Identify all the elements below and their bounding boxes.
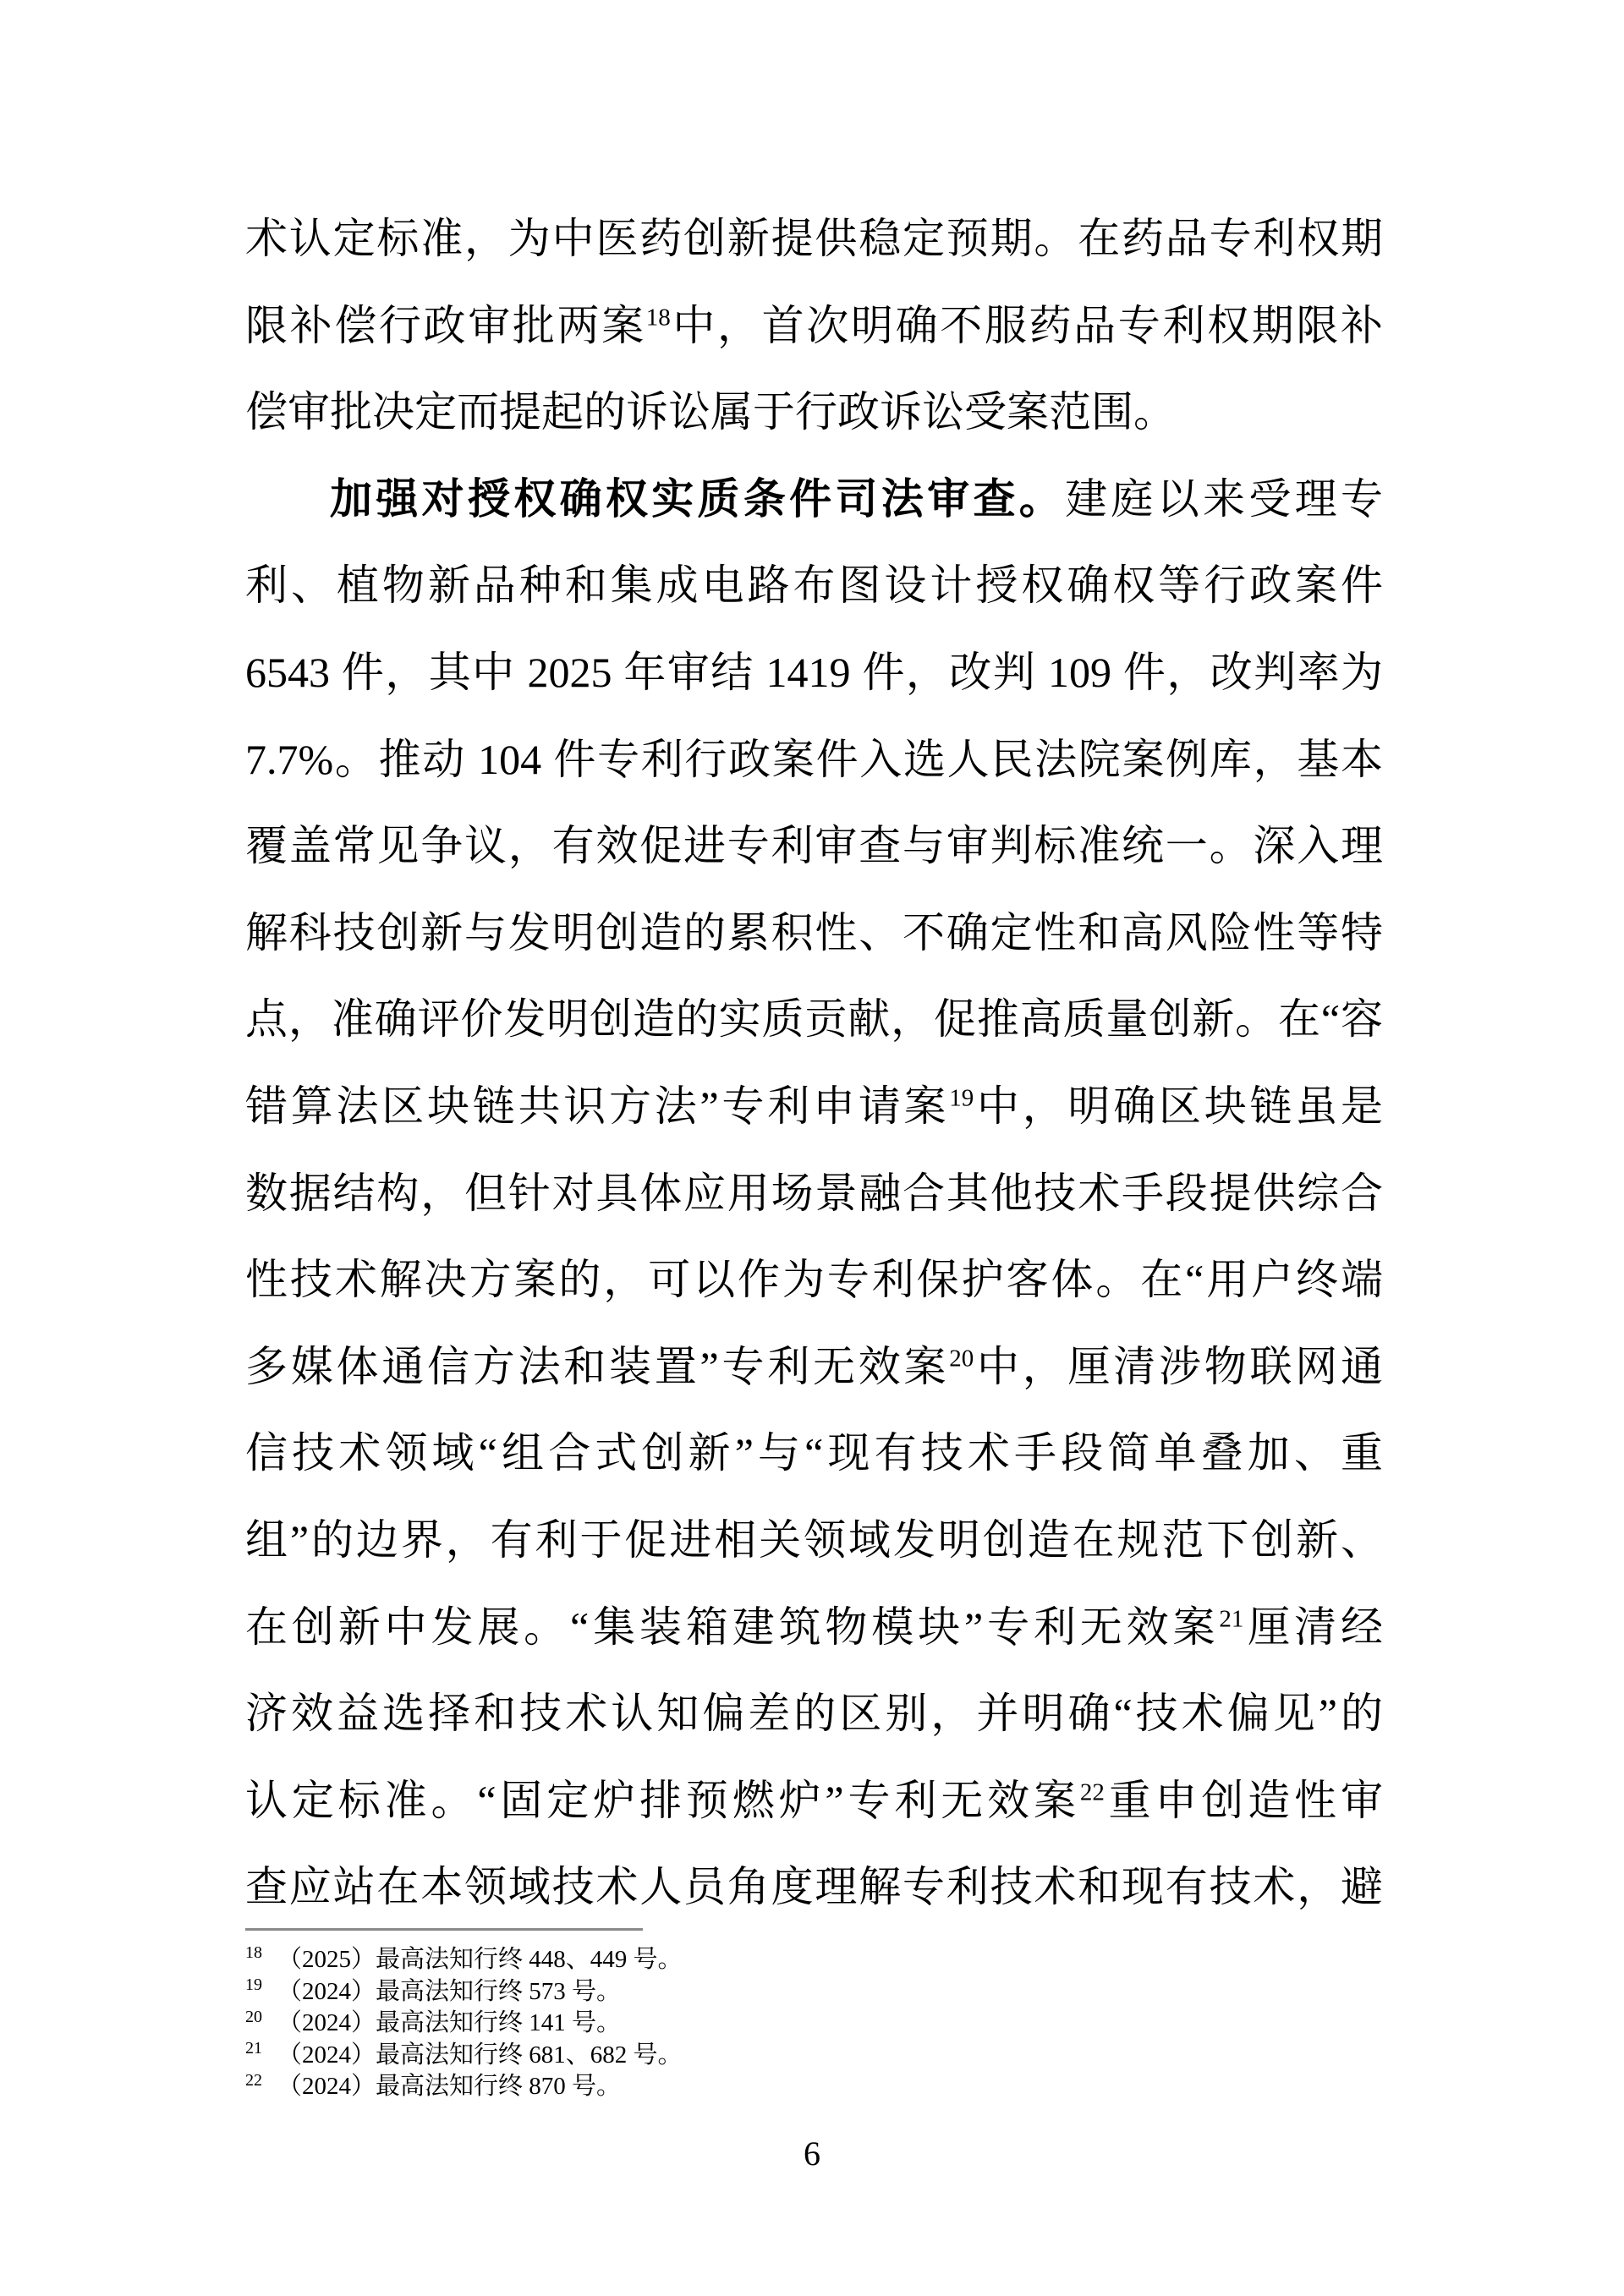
text-run: 6543 件，其中 2025 年审结 1419 件，改判 109 件，改判率为 (245, 648, 1383, 696)
text-line (245, 1150, 1383, 1237)
text-line (245, 282, 1383, 370)
text-line (245, 1236, 1383, 1323)
text-run: 组”的边界，有利于促进相关领域发明创造在规范下创新、 (245, 1515, 1383, 1564)
footnote-ref: 18 (645, 303, 671, 331)
text-run: 济效益选择和技术认知偏差的区别，并明确“技术偏见”的 (245, 1690, 1383, 1738)
text-line (245, 976, 1383, 1063)
footnote-number: 21 (245, 2039, 262, 2058)
footnote (245, 1944, 1383, 1976)
text-run: 7.7%。推动 104 件专利行政案件入选人民法院案例库，基本 (245, 735, 1383, 783)
footnote-separator (245, 1928, 643, 1931)
footnote-block (245, 1928, 1383, 2103)
text-run: 性技术解决方案的，可以作为专利保护客体。在“用户终端 (245, 1256, 1383, 1304)
text-line (245, 1670, 1383, 1757)
text-run: 错算法区块链共识方法”专利申请案 (245, 1082, 950, 1130)
text-run: 中，首次明确不服药品专利权期限补 (670, 301, 1384, 349)
text-line (245, 1497, 1383, 1584)
footnote-ref: 19 (949, 1084, 974, 1112)
text-run: 解科技创新与发明创造的累积性、不确定性和高风险性等特 (245, 908, 1383, 956)
footnote (245, 2008, 1383, 2040)
text-line (245, 456, 1383, 543)
footnote-ref: 20 (949, 1345, 974, 1373)
text-run: 限补偿行政审批两案 (245, 301, 646, 349)
text-run: 中，明确区块链虽是 (974, 1082, 1384, 1130)
footnote-number: 18 (245, 1943, 262, 1963)
text-run: 利、植物新品种和集成电路布图设计授权确权等行政案件 (245, 562, 1383, 610)
text-run: 信技术领域“组合式创新”与“现有技术手段简单叠加、重 (245, 1429, 1383, 1477)
text-line (245, 1757, 1383, 1844)
footnote-number: 20 (245, 2007, 262, 2026)
text-line (245, 629, 1383, 716)
text-line (245, 803, 1383, 890)
text-line (245, 369, 1383, 456)
text-run: 中，厘清涉物联网通 (974, 1342, 1384, 1390)
footnote-text: （2024）最高法知行终 141 号。 (277, 2009, 622, 2037)
footnote-text: （2025）最高法知行终 448、449 号。 (277, 1946, 683, 1973)
text-line (245, 542, 1383, 629)
footnote (245, 2071, 1383, 2103)
text-line (245, 1063, 1383, 1150)
footnote-text: （2024）最高法知行终 681、682 号。 (277, 2041, 683, 2069)
footnote-number: 19 (245, 1975, 262, 1994)
text-line (245, 1410, 1383, 1497)
text-line (245, 716, 1383, 803)
text-run: 在创新中发展。“集装箱建筑物模块”专利无效案 (245, 1603, 1220, 1651)
text-run: 点，准确评价发明创造的实质贡献，促推高质量创新。在“容 (245, 995, 1383, 1044)
text-run: 偿审批决定而提起的诉讼属于行政诉讼受案范围。 (245, 388, 1176, 436)
text-run: 覆盖常见争议，有效促进专利审查与审判标准统一。深入理 (245, 822, 1383, 870)
text-line (245, 195, 1383, 282)
bold-run: 加强对授权确权实质条件司法审查。 (330, 474, 1066, 523)
text-run: 多媒体通信方法和装置”专利无效案 (245, 1342, 950, 1390)
page-number: 6 (804, 2134, 820, 2173)
text-run: 数据结构，但针对具体应用场景融合其他技术手段提供综合 (245, 1169, 1383, 1217)
footnote-ref: 21 (1219, 1604, 1244, 1632)
text-line (245, 1844, 1383, 1931)
text-run: 术认定标准，为中医药创新提供稳定预期。在药品专利权期 (245, 215, 1383, 262)
body-text (245, 195, 1383, 1931)
text-run: 认定标准。“固定炉排预燃炉”专利无效案 (245, 1776, 1080, 1824)
text-line (245, 1584, 1383, 1671)
text-run: 重申创造性审 (1104, 1776, 1383, 1824)
text-run: 建庭以来受理专 (1065, 474, 1384, 523)
text-run: 查应站在本领域技术人员角度理解专利技术和现有技术，避 (245, 1863, 1383, 1911)
text-run: 厘清经 (1243, 1603, 1383, 1651)
footnote (245, 1976, 1383, 2008)
footnote-text: （2024）最高法知行终 870 号。 (277, 2073, 622, 2101)
footnote-text: （2024）最高法知行终 573 号。 (277, 1977, 622, 2005)
footnote (245, 2040, 1383, 2072)
footnote-number: 22 (245, 2070, 262, 2090)
text-line (245, 890, 1383, 977)
text-line (245, 1323, 1383, 1411)
footnote-ref: 22 (1079, 1778, 1105, 1806)
